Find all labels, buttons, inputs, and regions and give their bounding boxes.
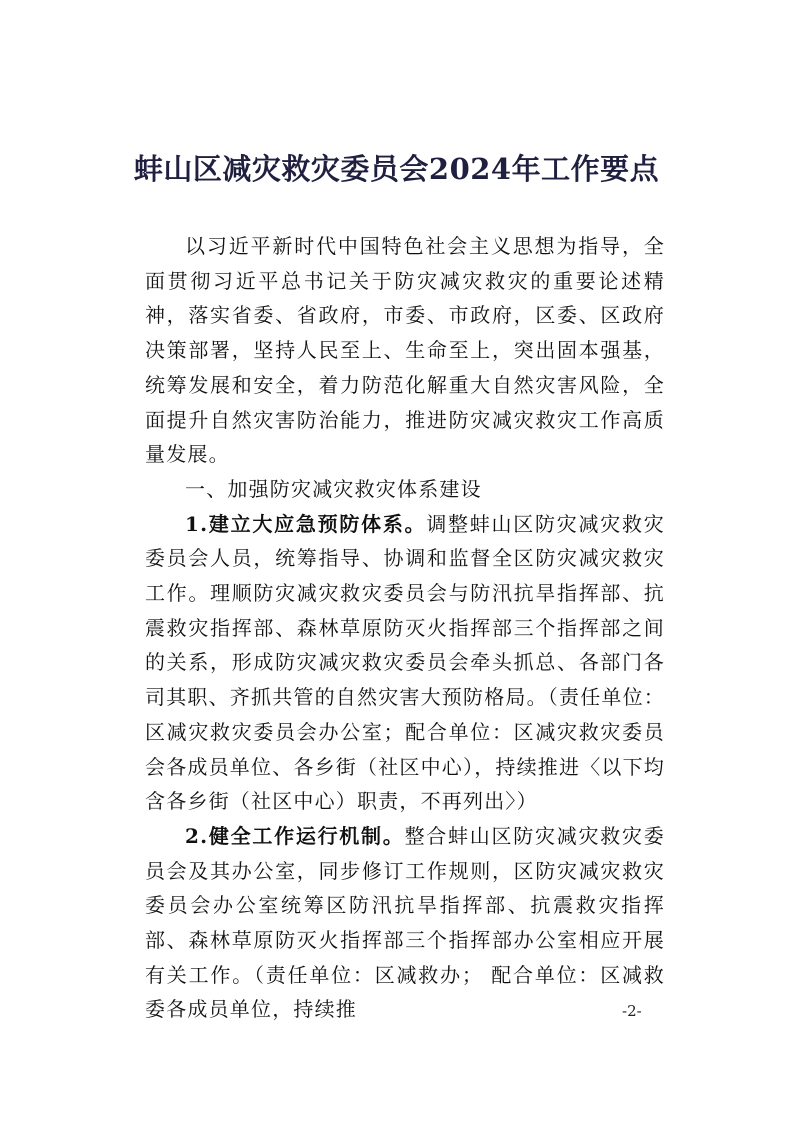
section-heading: 一、加强防灾减灾救灾体系建设 <box>185 476 482 501</box>
item-heading: 1.建立大应急预防体系。 <box>185 511 427 536</box>
page-number: -2- <box>622 1002 642 1020</box>
item-heading: 2.健全工作运行机制。 <box>185 823 405 848</box>
document-body <box>145 229 665 1027</box>
list-item <box>145 507 665 819</box>
list-item <box>145 819 665 1027</box>
item-text: 整合蚌山区防灾减灾救灾委员会及其办公室，同步修订工作规则，区防灾减灾救灾委员会办公室统筹区防汛抗旱指挥部、抗震救灾指挥部、森林草原防灭火指挥部三个指挥部办公室相应开展有关工作。（责任单位：区减救办； 配合单位：区减救委各成员单位，持续推 <box>145 823 665 1022</box>
item-text: 调整蚌山区防灾减灾救灾委员会人员，统筹指导、协调和监督全区防灾减灾救灾工作。理顺防灾减灾救灾委员会与防汛抗旱指挥部、抗震救灾指挥部、森林草原防灭火指挥部三个指挥部之间的关系，形成防灾减灾救灾委员会牵头抓总、各部门各司其职、齐抓共管的自然灾害大预防格局。（责任单位：区减灾救灾委员会办公室；配合单位：区减灾救灾委员会各成员单位、各乡街（社区中心），持续推进〈以下均含各乡街（社区中心）职责，不再列出〉） <box>145 511 665 814</box>
document-title: 蚌山区减灾救灾委员会2024年工作要点 <box>133 152 660 186</box>
intro-paragraph: 以习近平新时代中国特色社会主义思想为指导，全面贯彻习近平总书记关于防灾减灾救灾的重要论述精神，落实省委、省政府，市委、市政府，区委、区政府决策部署，坚持人民至上、生命至上，突出固本强基，统筹发展和安全，着力防范化解重大自然灾害风险，全面提升自然灾害防治能力，推进防灾减灾救灾工作高质量发展。 <box>145 234 665 467</box>
